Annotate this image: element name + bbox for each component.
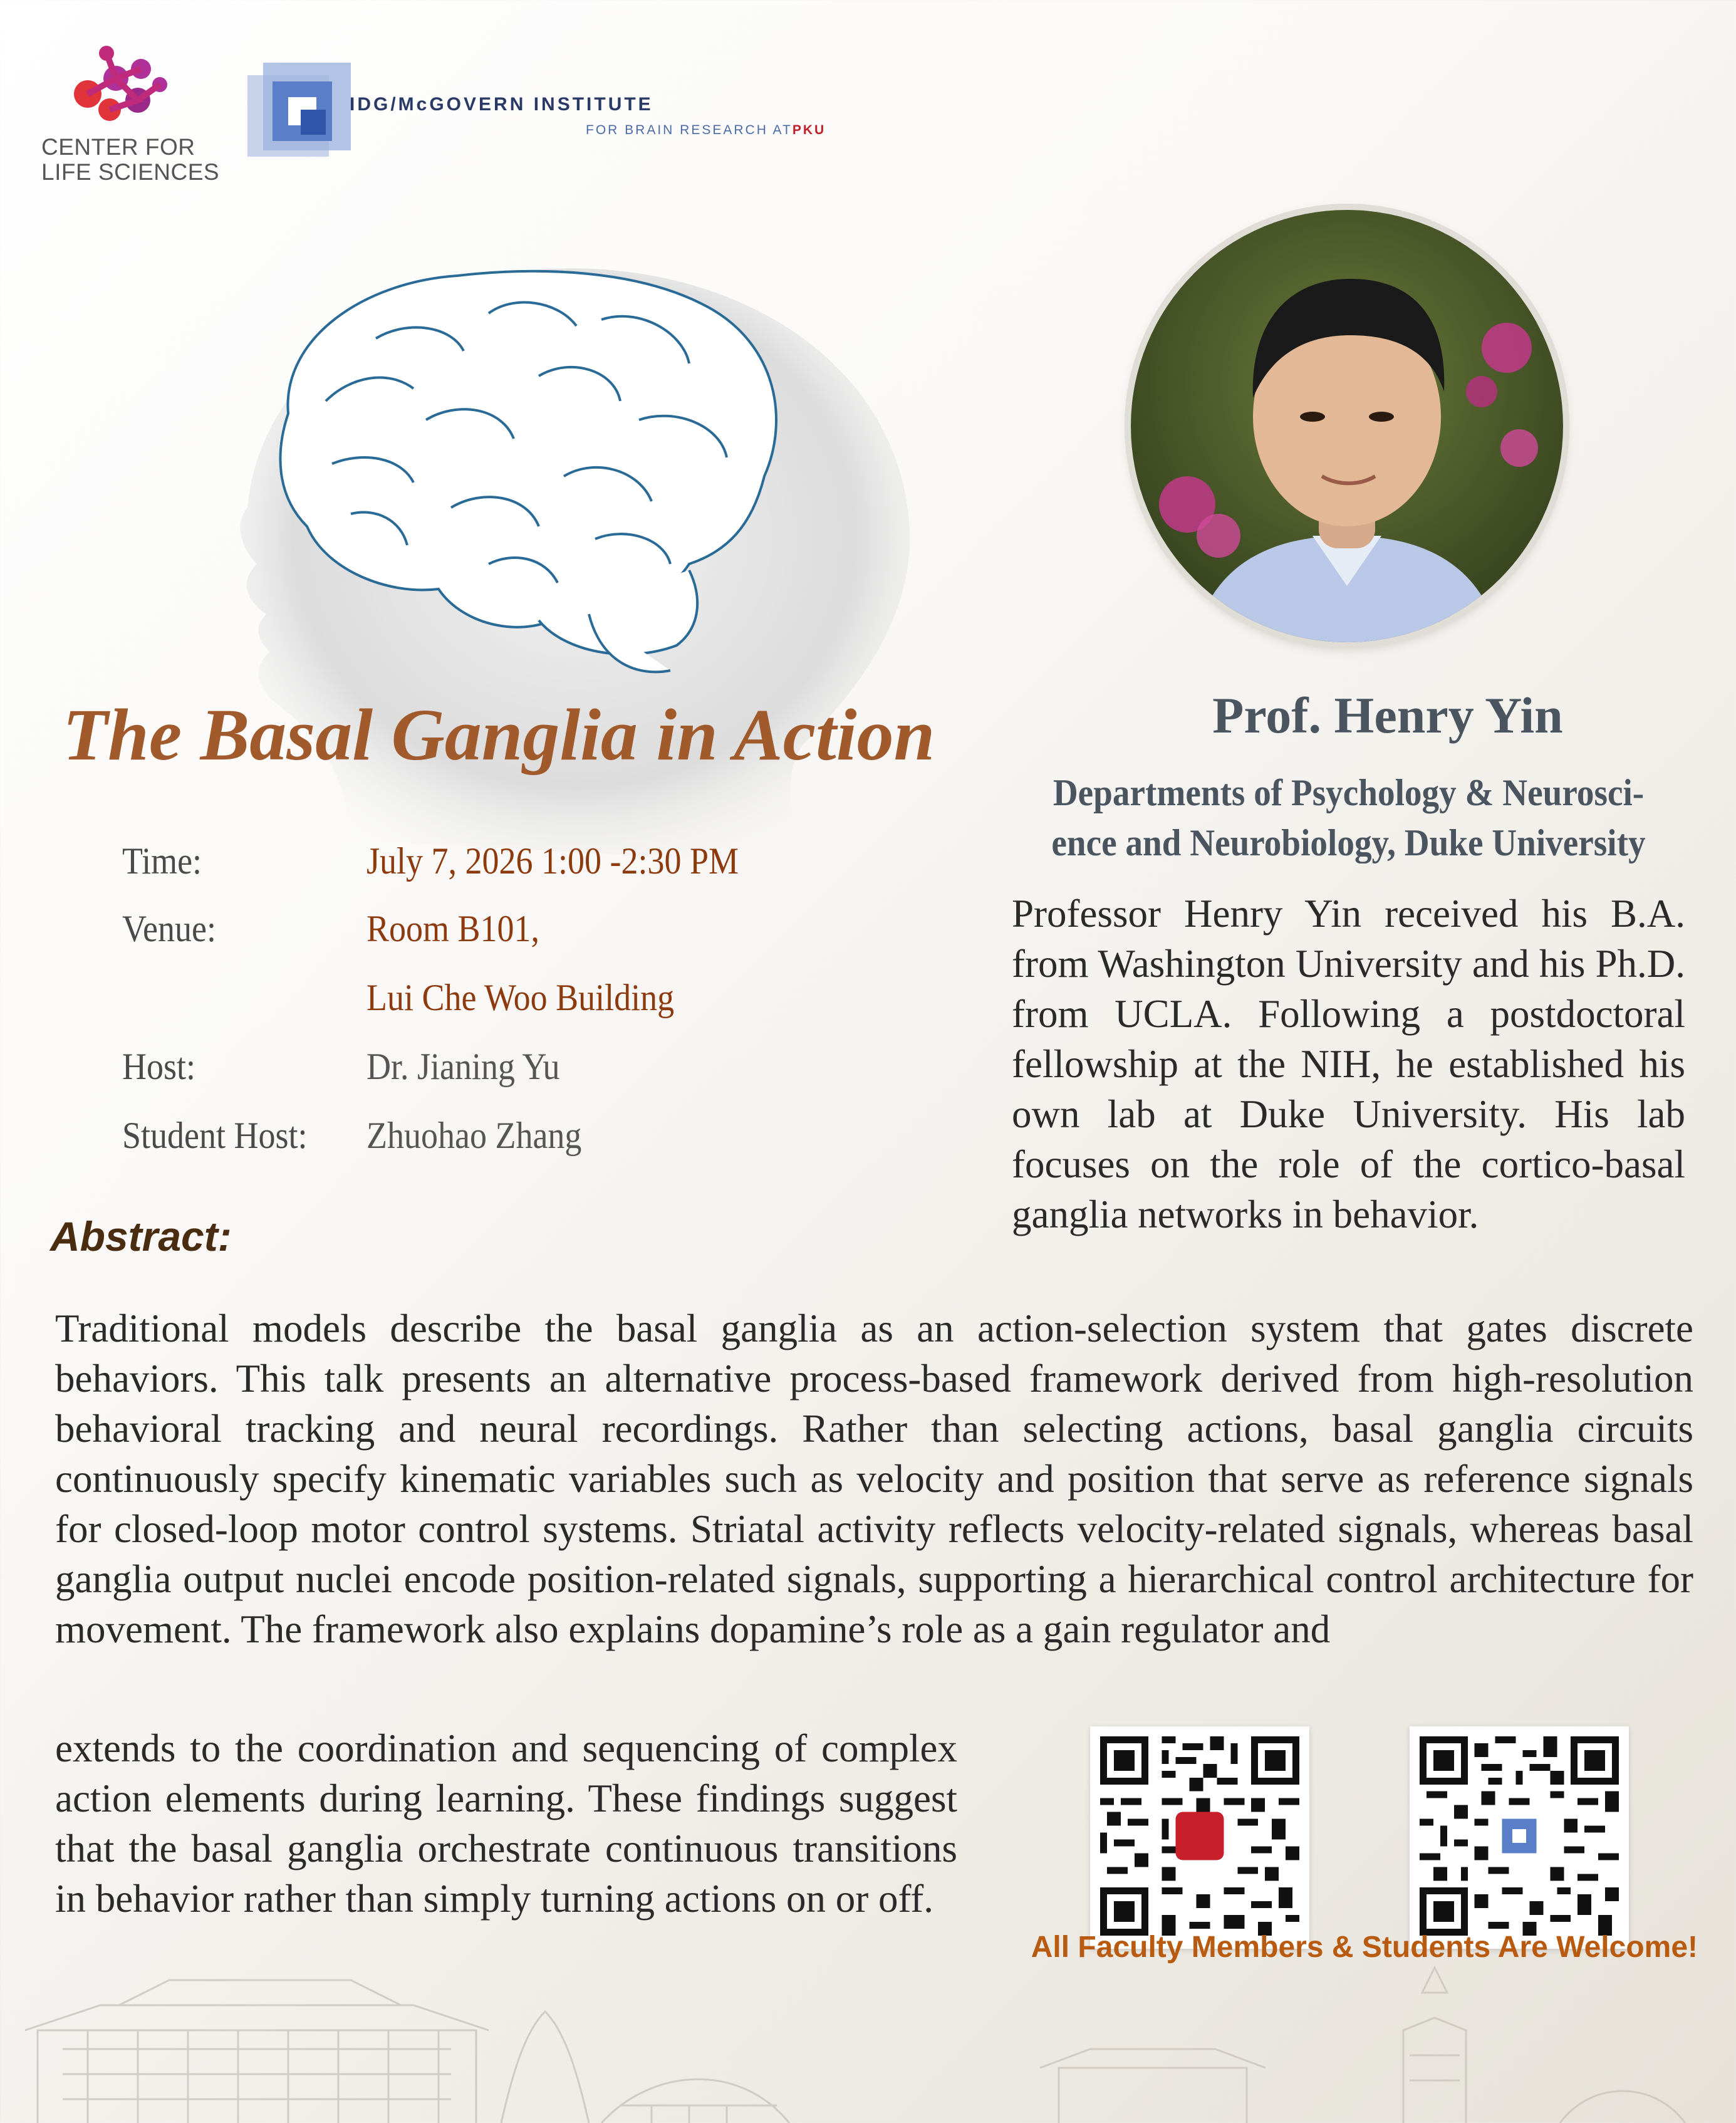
speaker-photo: [1131, 210, 1563, 642]
abstract-text-part2: extends to the coordination and sequencing of complex action elements during learning. These findings suggest that the basal ganglia orchestrate continuous transitions in behavior rather than simply turning actions on or off.: [55, 1726, 957, 1921]
speaker-portrait-icon: [1131, 210, 1563, 642]
idg-mcgovern-logo-icon: [247, 63, 354, 169]
venue-label: Venue:: [122, 908, 216, 949]
qr-code-icon: [1100, 1736, 1299, 1936]
abstract-text-part1: Traditional models describe the basal ganglia as an action-selection system that gates discrete behaviors. This talk presents an alternative process-based framework derived from high-resolution behavioral tracking and neural recordings. Rather than selecting actions, basal ganglia circuits continuously specify kinematic variables such as velocity and position that serve as reference signals for closed-loop motor control systems. Striatal activity reflects velocity-related signals, whereas basal ganglia output nuclei encode position-related signals, supporting a hierarchical control architecture for movement. The framework also explains dopamine’s role as a gain regulator and: [55, 1307, 1693, 1651]
qr-code-idg-mcgovern[interactable]: [1410, 1726, 1629, 1949]
speaker-department: [1027, 768, 1670, 868]
qr-code-life-sciences[interactable]: [1090, 1726, 1309, 1949]
time-label: Time:: [122, 840, 202, 882]
welcome-message: All Faculty Members & Students Are Welcome!: [1031, 1931, 1698, 1964]
student-host-value: Zhuohao Zhang: [366, 1115, 582, 1156]
talk-title: The Basal Ganglia in Action: [63, 694, 935, 776]
time-value: July 7, 2026 1:00 -2:30 PM: [366, 840, 739, 882]
idg-institute-subtitle: [586, 123, 826, 138]
venue-line2: Lui Che Woo Building: [366, 977, 675, 1018]
host-value: Dr. Jianing Yu: [366, 1046, 560, 1087]
venue-line1: Room B101,: [366, 908, 540, 949]
campus-buildings-sketch: [25, 1955, 1717, 2123]
cls-line2: LIFE SCIENCES: [41, 159, 220, 185]
center-for-life-sciences-text: [41, 135, 219, 185]
center-for-life-sciences-logo: [63, 41, 175, 135]
abstract-heading: Abstract:: [50, 1213, 232, 1260]
idg-subtitle-text: FOR BRAIN RESEARCH AT: [586, 123, 793, 137]
host-label: Host:: [122, 1046, 196, 1087]
cls-line1: CENTER FOR: [41, 134, 195, 160]
speaker-bio: Professor Henry Yin received his B.A. from Washington University and his Ph.D. from UCLA. Following a postdoctoral fellowship at the NIH, he established his own lab at Duke University. His lab focuses on the role of the cortico-basal ganglia networks in behavior.: [1012, 892, 1685, 1236]
pku-text: PKU: [792, 123, 826, 137]
speaker-dept-line1: Departments of Psychology & Neurosci-: [1053, 772, 1645, 813]
qr-code-icon: [1420, 1736, 1619, 1936]
idg-institute-name: IDG/McGOVERN INSTITUTE: [350, 94, 653, 115]
speaker-name: Prof. Henry Yin: [1212, 687, 1563, 744]
speaker-dept-line2: ence and Neurobiology, Duke University: [1051, 822, 1646, 863]
student-host-label: Student Host:: [122, 1115, 308, 1156]
